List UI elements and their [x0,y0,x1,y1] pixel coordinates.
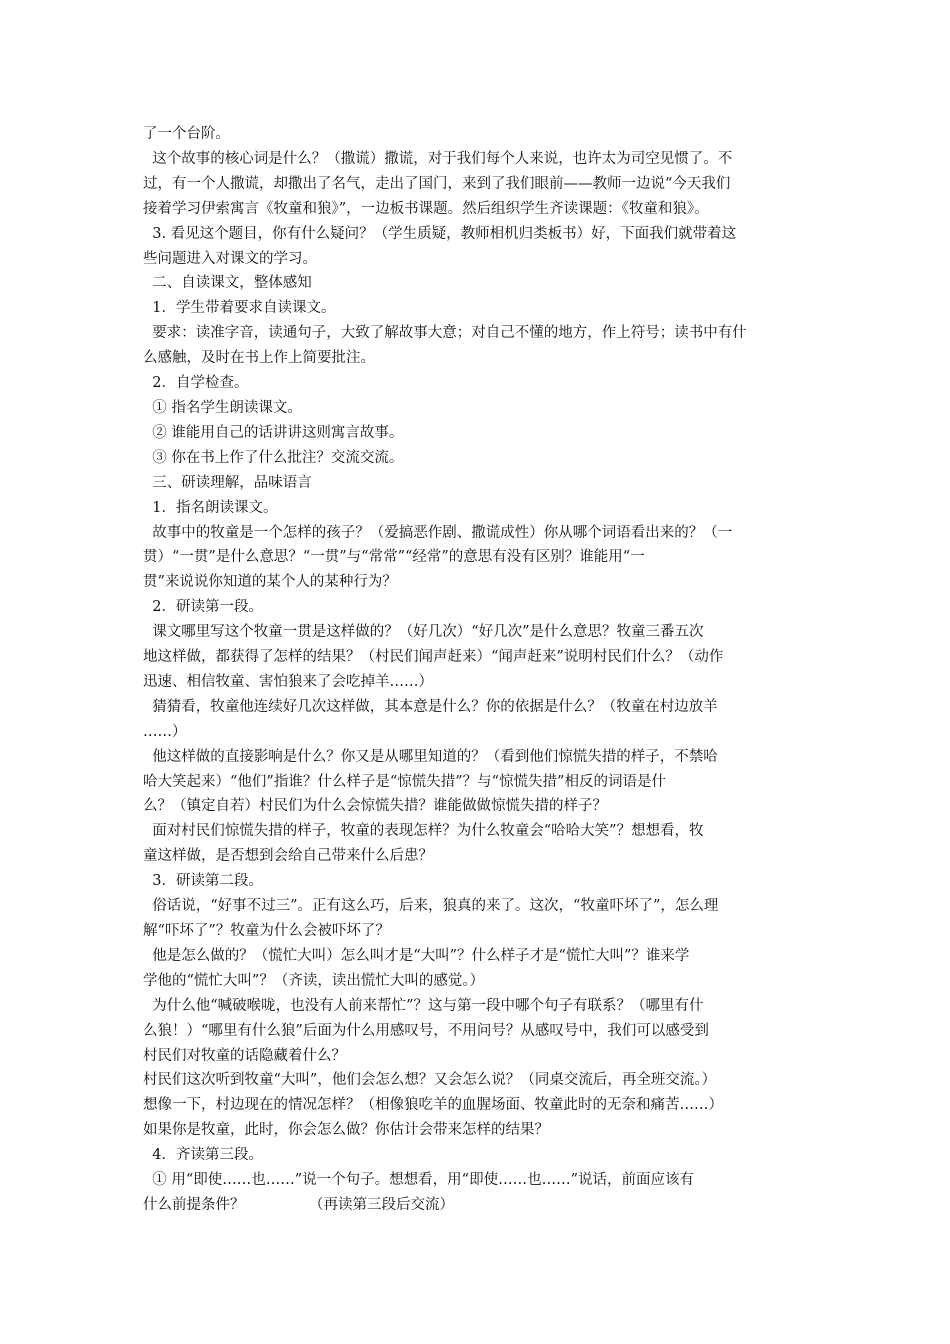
text-line: 猜猜看，牧童他连续好几次这样做，其本意是什么？你的依据是什么？（牧童在村边放羊 [143,698,718,715]
text-line: 地这样做，都获得了怎样的结果？（村民们闻声赶来）“闻声赶来”说明村民们什么？（动作 [143,649,724,666]
text-line: 他这样做的直接影响是什么？你又是从哪里知道的？（看到他们惊慌失措的样子，不禁哈 [143,748,718,765]
text-line: 了一个台阶。 [143,126,230,142]
text-line: 村民们对牧童的话隐藏着什么？ [143,1047,346,1064]
text-line: 童这样做，是否想到会给自己带来什么后患？ [143,848,433,865]
text-line: ① 用“即使……也……”说一个句子。想想看，用“即使……也……”说话，前面应该有 [143,1172,694,1189]
text-line: 想像一下，村边现在的情况怎样？（相像狼吃羊的血腥场面、牧童此时的无奈和痛苦……） [143,1097,723,1114]
text-line: 3．研读第二段。 [143,873,263,890]
text-line: 4．齐读第三段。 [143,1147,263,1164]
text-line: 学他的“慌忙大叫”？（齐读，读出慌忙大叫的感觉。） [143,972,485,989]
text-line: ……） [143,723,187,740]
text-line: 如果你是牧童，此时，你会怎么做？你估计会带来怎样的结果？ [143,1122,549,1139]
text-line: 接着学习伊索寓言《牧童和狼》”，一边板书课题。然后组织学生齐读课题：《牧童和狼》。 [143,200,709,217]
text-line: 解“吓坏了”？牧童为什么会被吓坏了？ [143,923,390,939]
list-item: ③ 你在书上作了什么批注？交流交流。 [143,449,404,466]
text-line: 3. 看见这个题目，你有什么疑问？（学生质疑，教师相机归类板书）好，下面我们就带着这 [143,225,737,242]
text-line: 为什么他“喊破喉咙，也没有人前来帮忙”？这与第一段中哪个句子有联系？（哪里有什 [143,997,704,1014]
list-item: 什么前提条件？ （再读第三段后交流） [143,1196,455,1213]
section-heading: 三、研读理解，品味语言 [143,474,312,491]
text-line: 贯）“一贯”是什么意思？“一贯”与“常常”“经常”的意思有没有区别？谁能用“一 [143,549,645,566]
text-line: 故事中的牧童是一个怎样的孩子？（爱搞恶作剧、撒谎成性）你从哪个词语看出来的？（一 [143,524,733,541]
text-line: 面对村民们惊慌失措的样子，牧童的表现怎样？为什么牧童会“哈哈大笑”？想想看，牧 [143,823,704,840]
text-line: 哈大笑起来）“他们”指谁？什么样子是“惊慌失措”？与“惊慌失措”相反的词语是什 [143,773,666,790]
list-item: ② 谁能用自己的话讲讲这则寓言故事。 [143,424,404,441]
text-line: 课文哪里写这个牧童一贯是这样做的？（好几次）“好几次”是什么意思？牧童三番五次 [143,624,704,641]
text-line: 贯”来说说你知道的某个人的某种行为？ [143,574,397,591]
text-line: 这个故事的核心词是什么？（撒谎）撒谎，对于我们每个人来说，也许太为司空见惯了。不 [143,150,733,167]
text-line: 村民们这次听到牧童“大叫”，他们会怎么想？又会怎么说？（同桌交流后，再全班交流。） [143,1072,717,1089]
list-item: ① 指名学生朗读课文。 [143,399,302,416]
text-line: 过，有一个人撒谎，却撒出了名气，走出了国门，来到了我们眼前——教师一边说“今天我们 [143,175,731,192]
text-line: 他是怎么做的？（慌忙大叫）怎么叫才是“大叫”？什么样子才是“慌忙大叫”？谁来学 [143,947,690,964]
text-line: 么感触，及时在书上作上简要批注。 [143,350,375,367]
text-line: 要求：读准字音，读通句子，大致了解故事大意；对自己不懂的地方，作上符号；读书中有什 [143,325,747,342]
text-line: 迅速、相信牧童、害怕狼来了会吃掉羊……） [143,673,433,690]
section-heading: 二、自读课文，整体感知 [143,275,312,292]
text-line: 么狼！）“哪里有什么狼”后面为什么用感叹号，不用问号？从感叹号中，我们可以感受到 [143,1022,709,1039]
text-line: 1．学生带着要求自读课文。 [143,300,336,317]
text-line: 俗话说，“好事不过三”。正有这么巧，后来，狼真的来了。这次，“牧童吓坏了”，怎么理 [143,898,719,915]
text-line: 么？（镇定自若）村民们为什么会惊慌失措？谁能做做惊慌失措的样子？ [143,798,607,815]
document-body [143,122,807,1218]
text-line: 2．自学检查。 [143,375,249,392]
text-line: 些问题进入对课文的学习。 [143,250,317,267]
text-line: 2．研读第一段。 [143,599,263,616]
text-line: 1．指名朗读课文。 [143,499,278,516]
